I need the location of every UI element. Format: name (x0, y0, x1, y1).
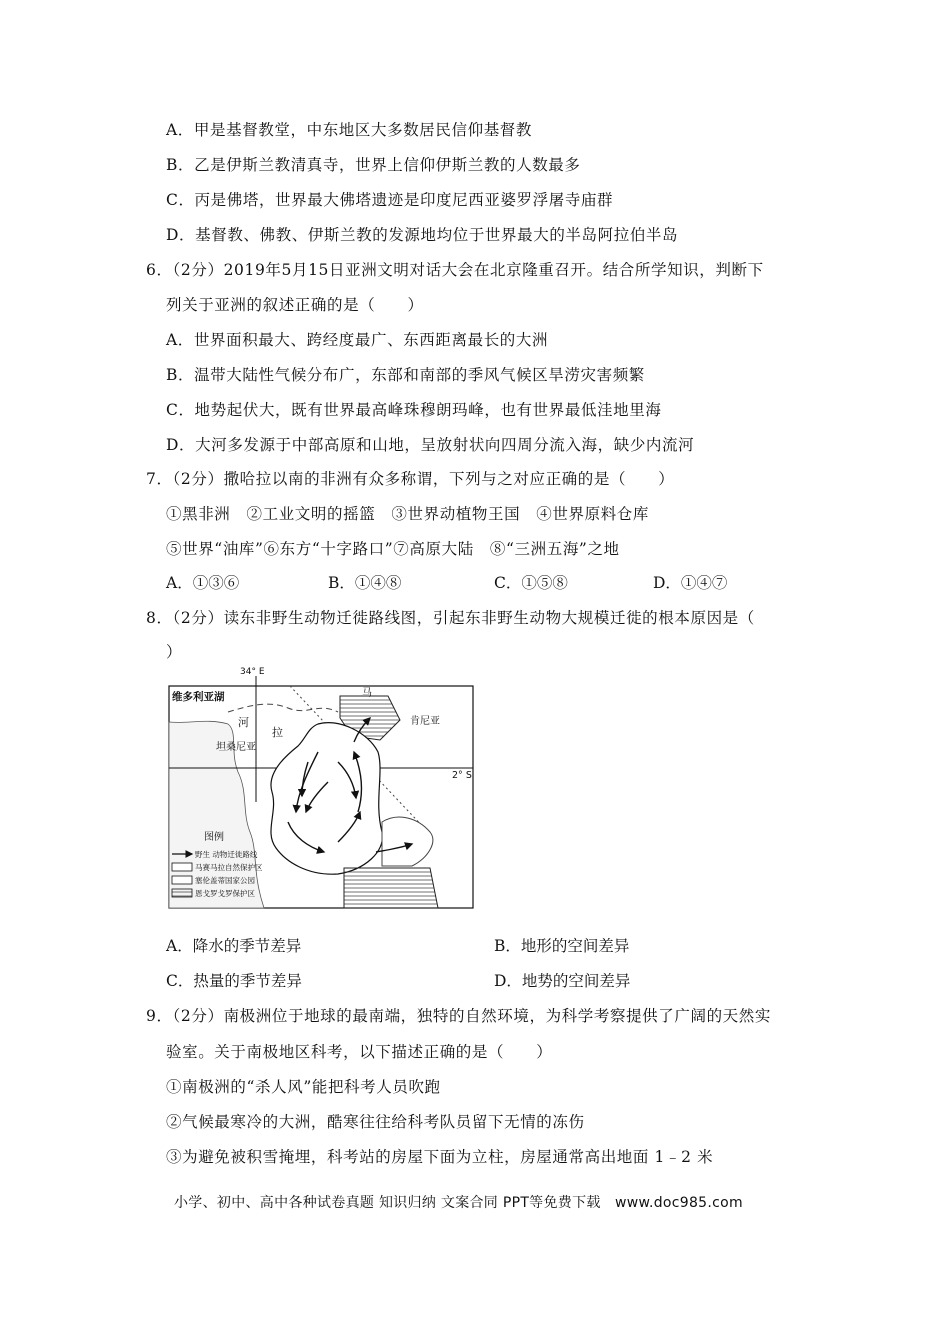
tanzania-label: 坦桑尼亚 (216, 742, 256, 753)
legend-item-serengeti: 塞伦盖蒂国家公园 (195, 876, 255, 885)
q8-option-c: C．热量的季节差异 (166, 972, 302, 990)
q9-item-2: ②气候最寒冷的大洲，酷寒往往给科考队员留下无情的冻伤 (166, 1113, 585, 1131)
q5-option-d: D．基督教、佛教、伊斯兰教的发源地均位于世界最大的半岛阿拉伯半岛 (166, 226, 679, 244)
ma-label: 马 (362, 688, 372, 699)
q8-options-row-2 (166, 969, 786, 991)
q8-option-a: A．降水的季节差异 (166, 937, 302, 955)
q5-option-b: B．乙是伊斯兰教清真寺，世界上信仰伊斯兰教的人数最多 (166, 156, 581, 174)
migration-map (168, 662, 476, 910)
q8-option-b: B．地形的空间差异 (494, 937, 630, 955)
river-label-2: 拉 (272, 726, 283, 739)
q5-option-a: A．甲是基督教堂，中东地区大多数居民信仰基督教 (166, 121, 532, 139)
lat-label: 2° S (452, 770, 472, 781)
page-footer: 小学、初中、高中各种试卷真题 知识归纳 文案合同 PPT等免费下载 www.doc985.com (174, 1195, 743, 1211)
legend-swatch-ngorongoro (172, 889, 192, 897)
river-label-1: 河 (238, 716, 249, 729)
q8-stem: 8．（2分）读东非野生动物迁徙路线图，引起东非野生动物大规模迁徙的根本原因是（ (146, 609, 755, 627)
q5-option-c: C．丙是佛塔，世界最大佛塔遗迹是印度尼西亚婆罗浮屠寺庙群 (166, 191, 614, 209)
q7-stem: 7．（2分）撒哈拉以南的非洲有众多称谓，下列与之对应正确的是（ ） (146, 470, 675, 488)
ngorongoro-area (344, 868, 438, 908)
legend-swatch-masai (172, 863, 192, 871)
q6-stem: 6．（2分）2019年5月15日亚洲文明对话大会在北京隆重召开。结合所学知识，判断下 (146, 261, 764, 279)
lake-label: 维多利亚湖 (172, 691, 225, 703)
legend-item-masai: 马赛马拉自然保护区 (195, 863, 263, 872)
q6-option-a: A．世界面积最大、跨经度最广、东西距离最长的大洲 (166, 331, 549, 349)
q7-option-b: B．①④⑧ (328, 574, 402, 592)
q7-option-d: D．①④⑦ (653, 574, 728, 592)
q8-options-row-1 (166, 934, 786, 956)
q9-item-1: ①南极洲的“杀人风”能把科考人员吹跑 (166, 1078, 441, 1096)
q9-stem-cont: 验室。关于南极地区科考，以下描述正确的是（ ） (166, 1043, 553, 1061)
q9-item-3: ③为避免被积雪掩埋，科考站的房屋下面为立柱，房屋通常高出地面 1﹣2 米 (166, 1148, 714, 1166)
legend-title: 图例 (204, 832, 224, 843)
q7-options (166, 571, 766, 593)
q9-stem: 9．（2分）南极洲位于地球的最南端，独特的自然环境，为科学考察提供了广阔的天然实 (146, 1007, 771, 1025)
legend-item-route: 野生 动物迁徙路线 (195, 850, 258, 859)
q7-items-2: ⑤世界“油库”⑥东方“十字路口”⑦高原大陆 ⑧“三洲五海”之地 (166, 540, 620, 558)
q7-option-c: C．①⑤⑧ (494, 574, 568, 592)
kenya-label: 肯尼亚 (410, 716, 440, 727)
q7-option-a: A．①③⑥ (166, 574, 240, 592)
q7-items-1: ①黑非洲 ②工业文明的摇篮 ③世界动植物王国 ④世界原料仓库 (166, 505, 650, 523)
q8-option-d: D．地势的空间差异 (494, 972, 631, 990)
legend-swatch-serengeti (172, 876, 192, 884)
q8-stem-cont: ） (166, 643, 183, 661)
q6-option-b: B．温带大陆性气候分布广，东部和南部的季风气候区旱涝灾害频繁 (166, 366, 645, 384)
lon-label: 34° E (240, 667, 265, 677)
q6-stem-cont: 列关于亚洲的叙述正确的是（ ） (166, 296, 424, 314)
q6-option-c: C．地势起伏大，既有世界最高峰珠穆朗玛峰，也有世界最低洼地里海 (166, 401, 662, 419)
q6-option-d: D．大河多发源于中部高原和山地，呈放射状向四周分流入海，缺少内流河 (166, 436, 695, 454)
legend-item-ngorongoro: 恩戈罗戈罗保护区 (195, 889, 255, 898)
